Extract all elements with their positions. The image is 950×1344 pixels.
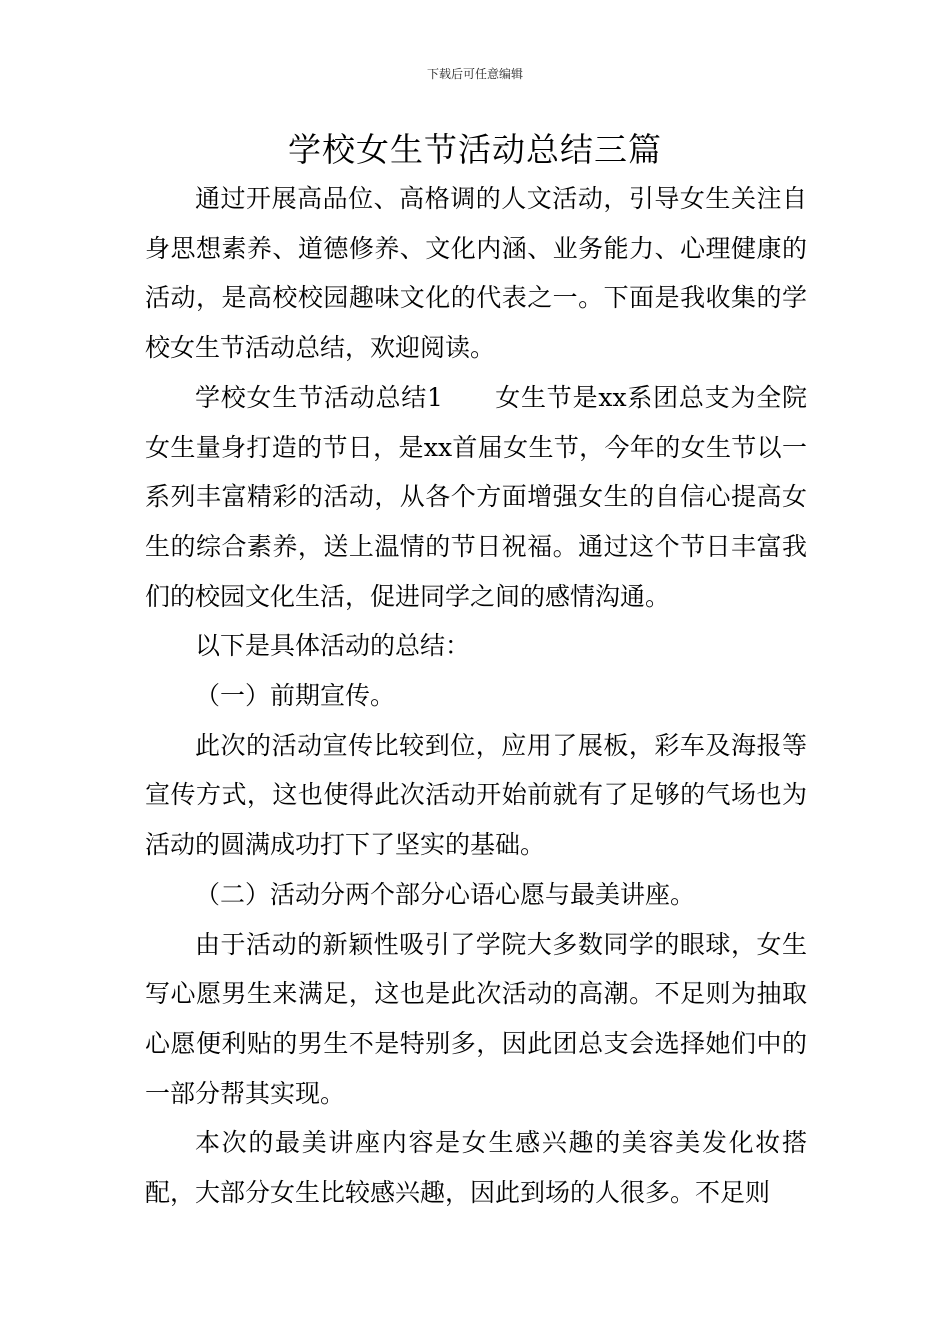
paragraph-activity-list: 以下是具体活动的总结： bbox=[195, 631, 471, 661]
paragraph-summary-1: 学校女生节活动总结1 女生节是xx系团总支为全院女生量身打造的节日，是xx首届女生节，今年的女生节以一系列丰富精彩的活动，从各个方面增强女生的自信心提高女生的综合素养，送上温情的节日祝福。通过这个节日丰富我们的校园文化生活，促进同学之间的感情沟通。 bbox=[145, 382, 807, 611]
document-title: 学校女生节活动总结三篇 bbox=[288, 130, 662, 169]
paragraph-intro: 通过开展高品位、高格调的人文活动，引导女生关注自身思想素养、道德修养、文化内涵、业务能力、心理健康的活动，是高校校园趣味文化的代表之一。下面是我收集的学校女生节活动总结，欢迎阅读。 bbox=[145, 184, 807, 363]
section-heading-publicity: （一）前期宣传。 bbox=[195, 681, 396, 711]
paragraph-wishes: 由于活动的新颖性吸引了学院大多数同学的眼球，女生写心愿男生来满足，这也是此次活动的高潮。不足则为抽取心愿便利贴的男生不是特别多，因此团总支会选择她们中的一部分帮其实现。 bbox=[145, 929, 807, 1108]
paragraph-publicity: 此次的活动宣传比较到位，应用了展板，彩车及海报等宣传方式，这也使得此次活动开始前就有了足够的气场也为活动的圆满成功打下了坚实的基础。 bbox=[145, 730, 807, 860]
section-heading-activities: （二）活动分两个部分心语心愿与最美讲座。 bbox=[195, 879, 696, 909]
paragraph-lecture: 本次的最美讲座内容是女生感兴趣的美容美发化妆搭配，大部分女生比较感兴趣，因此到场的人很多。不足则 bbox=[145, 1128, 807, 1208]
header-note: 下载后可任意编辑 bbox=[426, 67, 523, 81]
document-body bbox=[145, 174, 807, 1218]
